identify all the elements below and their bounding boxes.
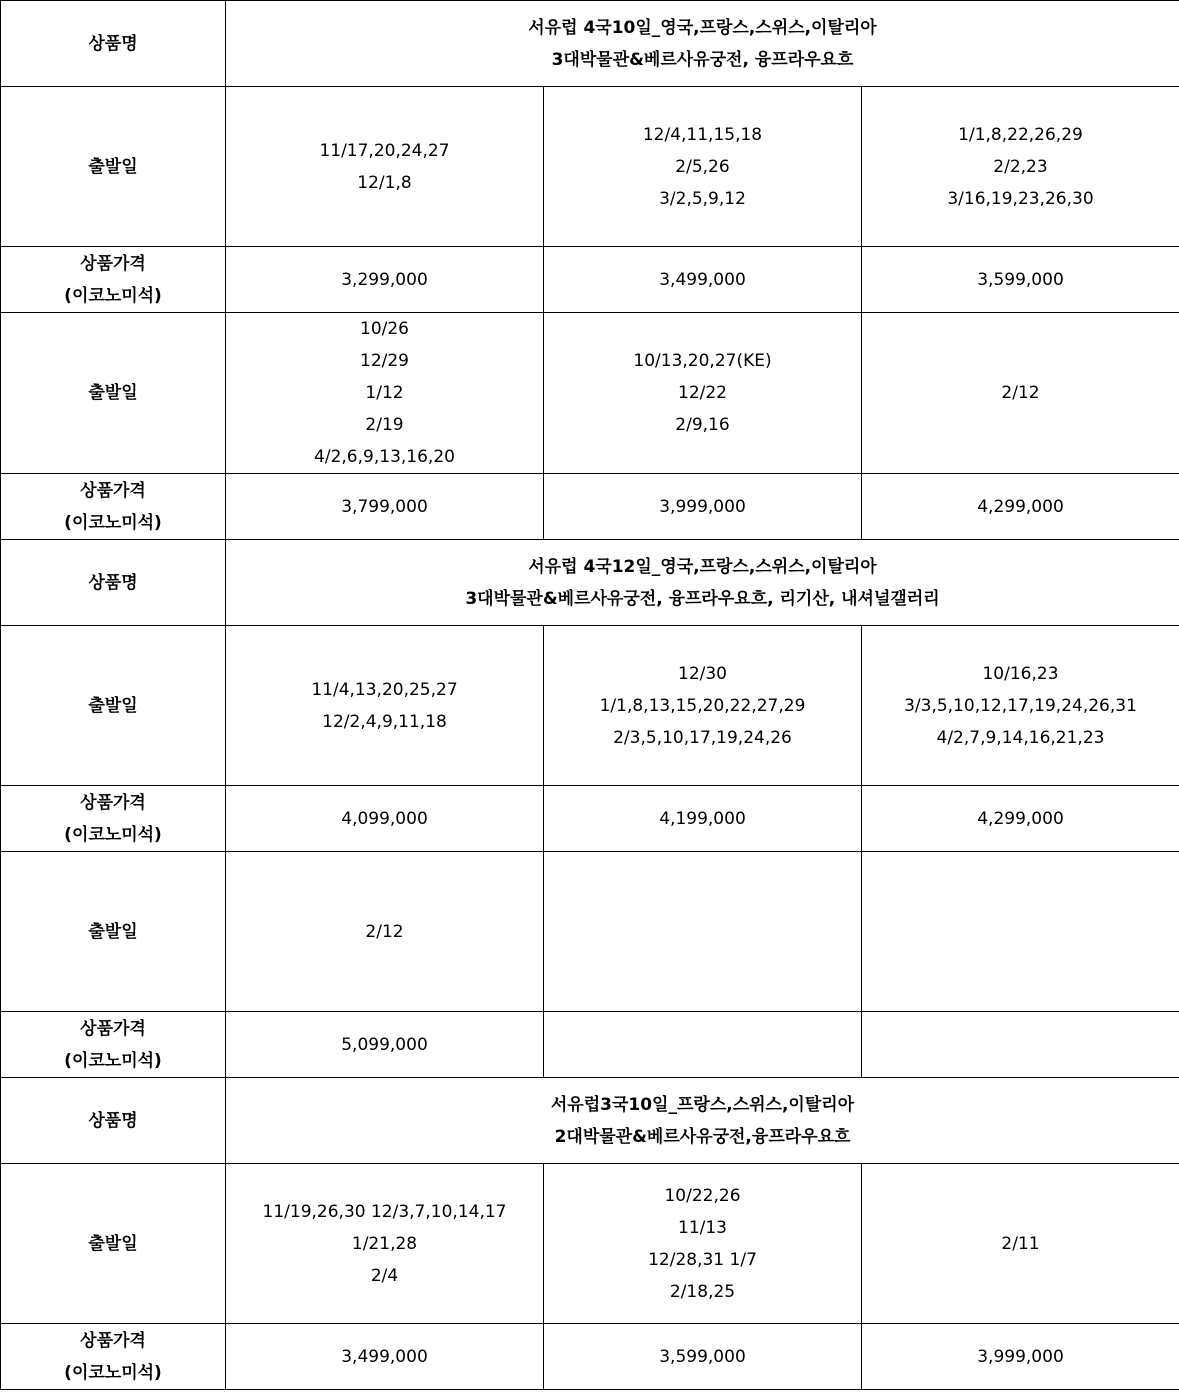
- departure-row: [1, 313, 1179, 474]
- departure-date-line: 11/17,20,24,27: [319, 140, 450, 161]
- product-name-label-text: 상품명: [88, 572, 138, 593]
- price-label-line: 상품가격: [80, 253, 146, 274]
- departure-date-line: 2/9,16: [675, 415, 730, 435]
- departure-dates-cell: [544, 626, 862, 786]
- price-label: [1, 474, 226, 540]
- departure-dates-cell: [226, 313, 544, 474]
- price-cell: 4,199,000: [544, 786, 862, 852]
- departure-date-line: 3/3,5,10,12,17,19,24,26,31: [904, 695, 1137, 716]
- departure-date-line: 2/5,26: [675, 156, 730, 177]
- departure-date-line: 2/12: [365, 921, 404, 942]
- product-name-label: [1, 1078, 226, 1164]
- price-cell: 3,499,000: [226, 1324, 544, 1390]
- departure-date-line: 12/4,11,15,18: [642, 124, 763, 145]
- departure-date-line: 2/4: [370, 1265, 399, 1286]
- departure-date-line: 1/1,8,13,15,20,22,27,29: [599, 695, 806, 716]
- departure-date-line: 1/1,8,22,26,29: [958, 124, 1083, 145]
- departure-label: [1, 87, 226, 247]
- departure-date-line: 2/18,25: [669, 1281, 736, 1302]
- departure-row: [1, 87, 1179, 247]
- departure-date-line: 11/19,26,30 12/3,7,10,14,17: [262, 1201, 507, 1222]
- product-name-label: [1, 1, 226, 87]
- departure-label-text: 출발일: [88, 1233, 138, 1254]
- price-label-seat-class: (이코노미석): [64, 512, 162, 533]
- departure-date-line: 10/26: [360, 319, 409, 339]
- departure-date-line: 12/1,8: [357, 172, 412, 193]
- departure-dates-cell: [226, 626, 544, 786]
- price-cell: 4,099,000: [226, 786, 544, 852]
- departure-date-line: 12/2,4,9,11,18: [322, 711, 447, 732]
- departure-dates-cell: [862, 87, 1179, 247]
- price-label-seat-class: (이코노미석): [64, 285, 162, 306]
- price-label: [1, 1324, 226, 1390]
- departure-dates-cell: [862, 1164, 1179, 1324]
- product-title-row: [1, 1078, 1179, 1164]
- price-cell: 3,299,000: [226, 247, 544, 313]
- price-cell: 3,499,000: [544, 247, 862, 313]
- price-label-line: 상품가격: [80, 1018, 146, 1039]
- departure-dates-cell: [226, 87, 544, 247]
- product-title-row: [1, 1, 1179, 87]
- price-cell: [544, 1012, 862, 1078]
- departure-date-line: 2/19: [365, 415, 404, 435]
- price-label: [1, 1012, 226, 1078]
- price-cell: 3,599,000: [862, 247, 1179, 313]
- departure-dates-cell: [226, 1164, 544, 1324]
- departure-date-line: 1/21,28: [351, 1233, 418, 1254]
- product-title: [226, 1, 1179, 87]
- departure-date-line: 4/2,7,9,14,16,21,23: [936, 727, 1105, 748]
- price-label: [1, 786, 226, 852]
- departure-date-line: 11/4,13,20,25,27: [311, 679, 458, 700]
- price-cell: 3,799,000: [226, 474, 544, 540]
- departure-dates-cell: [544, 313, 862, 474]
- price-cell: 5,099,000: [226, 1012, 544, 1078]
- departure-date-line: 10/22,26: [664, 1185, 741, 1206]
- departure-dates-cell: [862, 313, 1179, 474]
- product-title-line: 3대박물관&베르사유궁전, 융프라우요흐: [551, 49, 854, 70]
- price-cell: [862, 1012, 1179, 1078]
- departure-dates-cell: [544, 1164, 862, 1324]
- departure-label-text: 출발일: [88, 695, 138, 716]
- departure-label-text: 출발일: [88, 156, 138, 177]
- departure-label: [1, 313, 226, 474]
- product-title: [226, 540, 1179, 626]
- product-name-label: [1, 540, 226, 626]
- price-label-seat-class: (이코노미석): [64, 824, 162, 845]
- price-cell: 3,599,000: [544, 1324, 862, 1390]
- departure-date-line: 2/2,23: [993, 156, 1048, 177]
- departure-label: [1, 626, 226, 786]
- departure-date-line: 1/12: [365, 383, 404, 403]
- product-title-line: 서유럽3국10일_프랑스,스위스,이탈리아: [550, 1094, 855, 1115]
- departure-date-line: 12/30: [678, 663, 727, 684]
- departure-row: [1, 852, 1179, 1012]
- departure-dates-cell: [862, 852, 1179, 1012]
- departure-date-line: 12/28,31 1/7: [648, 1249, 757, 1270]
- departure-label-text: 출발일: [88, 921, 138, 942]
- departure-row: [1, 626, 1179, 786]
- price-label-seat-class: (이코노미석): [64, 1050, 162, 1071]
- price-cell: 3,999,000: [544, 474, 862, 540]
- price-label-line: 상품가격: [80, 792, 146, 813]
- departure-dates-cell: [544, 87, 862, 247]
- price-row: [1, 786, 1179, 852]
- departure-label-text: 출발일: [88, 383, 138, 403]
- price-row: [1, 1324, 1179, 1390]
- price-row: [1, 247, 1179, 313]
- table-body: [1, 1, 1179, 1390]
- departure-dates-cell: [862, 626, 1179, 786]
- departure-date-line: 3/2,5,9,12: [659, 188, 746, 209]
- price-label: [1, 247, 226, 313]
- price-label-line: 상품가격: [80, 1330, 146, 1351]
- price-cell: 4,299,000: [862, 786, 1179, 852]
- departure-date-line: 10/13,20,27(KE): [633, 351, 772, 371]
- departure-dates-cell: [226, 852, 544, 1012]
- departure-date-line: 11/13: [678, 1217, 727, 1238]
- departure-row: [1, 1164, 1179, 1324]
- price-row: [1, 474, 1179, 540]
- departure-date-line: 2/12: [1001, 383, 1040, 403]
- product-title: [226, 1078, 1179, 1164]
- departure-date-line: 4/2,6,9,13,16,20: [314, 447, 455, 467]
- price-cell: 4,299,000: [862, 474, 1179, 540]
- departure-date-line: 2/11: [1001, 1233, 1040, 1254]
- departure-date-line: 12/22: [678, 383, 727, 403]
- product-title-line: 서유럽 4국12일_영국,프랑스,스위스,이탈리아: [528, 556, 877, 577]
- departure-date-line: 12/29: [360, 351, 409, 371]
- product-name-label-text: 상품명: [88, 1110, 138, 1131]
- departure-dates-cell: [544, 852, 862, 1012]
- departure-date-line: 3/16,19,23,26,30: [947, 188, 1094, 209]
- product-name-label-text: 상품명: [88, 33, 138, 54]
- price-row: [1, 1012, 1179, 1078]
- product-title-row: [1, 540, 1179, 626]
- departure-date-line: 10/16,23: [982, 663, 1059, 684]
- product-title-line: 2대박물관&베르사유궁전,융프라우요흐: [554, 1126, 851, 1147]
- price-cell: 3,999,000: [862, 1324, 1179, 1390]
- price-label-line: 상품가격: [80, 480, 146, 501]
- departure-date-line: 2/3,5,10,17,19,24,26: [613, 727, 792, 748]
- departure-label: [1, 1164, 226, 1324]
- departure-label: [1, 852, 226, 1012]
- product-title-line: 3대박물관&베르사유궁전, 융프라우요흐, 리기산, 내셔널갤러리: [465, 588, 940, 609]
- product-title-line: 서유럽 4국10일_영국,프랑스,스위스,이탈리아: [528, 17, 877, 38]
- price-label-seat-class: (이코노미석): [64, 1362, 162, 1383]
